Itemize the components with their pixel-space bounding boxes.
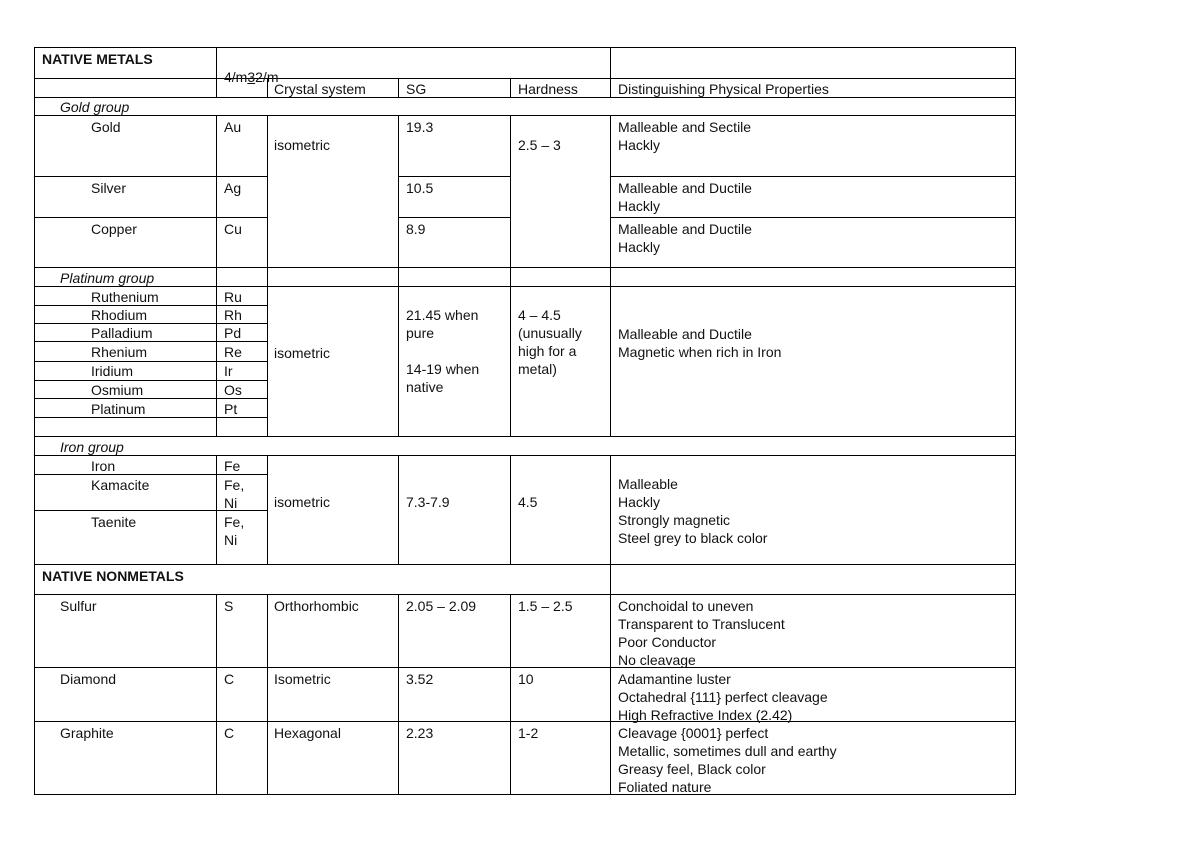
- mineral-sg-gold: 19.3: [406, 119, 434, 135]
- mineral-hardness-diamond: 10: [518, 671, 534, 687]
- mineral-name-diamond: Diamond: [60, 671, 117, 687]
- table-rule: [398, 455, 399, 564]
- mineral-symbol-graphite: C: [224, 725, 235, 741]
- table-rule: [1015, 47, 1016, 795]
- mineral-name: Rhenium: [91, 344, 148, 360]
- mineral-name-iron: Iron: [91, 458, 116, 474]
- table-rule: [398, 115, 399, 436]
- mineral-symbol: Os: [224, 382, 242, 398]
- mineral-name-taenite: Taenite: [91, 514, 137, 530]
- column-header-hardness: Hardness: [518, 81, 578, 97]
- mineral-name: Platinum: [91, 401, 146, 417]
- mineral-symbol: Ir: [224, 363, 233, 379]
- table-rule: [216, 594, 217, 794]
- mineral-symbol: Rh: [224, 307, 242, 323]
- table-rule: [34, 667, 1016, 668]
- table-rule: [267, 115, 268, 436]
- table-rule: [34, 267, 1016, 268]
- iron-group-props: Malleable Hackly Strongly magnetic Steel grey to black color: [618, 476, 768, 546]
- mineral-sg-graphite: 2.23: [406, 725, 434, 741]
- column-header-sg: SG: [406, 81, 427, 97]
- mineral-symbol: Pd: [224, 325, 242, 341]
- mineral-crystal-graphite: Hexagonal: [274, 725, 341, 741]
- table-rule: [34, 455, 1016, 456]
- table-rule: [398, 217, 510, 218]
- column-header-properties: Distinguishing Physical Properties: [618, 81, 829, 97]
- platinum-group-hardness: 4 – 4.5 (unusually high for a metal): [518, 307, 582, 377]
- table-rule: [216, 47, 217, 97]
- iron-group-crystal: isometric: [274, 494, 331, 510]
- mineral-name-graphite: Graphite: [60, 725, 114, 741]
- mineral-symbol: Re: [224, 344, 242, 360]
- table-rule: [216, 115, 217, 436]
- mineral-props-diamond: Adamantine luster Octahedral {111} perfect cleavage High Refractive Index (2.42): [618, 671, 828, 723]
- mineral-sg-silver: 10.5: [406, 180, 434, 196]
- table-rule: [398, 176, 510, 177]
- mineral-crystal-sulfur: Orthorhombic: [274, 598, 359, 614]
- mineral-name-silver: Silver: [91, 180, 127, 196]
- mineral-sg-diamond: 3.52: [406, 671, 434, 687]
- table-rule: [34, 217, 267, 218]
- symmetry-notation: 4/m32/m: [224, 69, 279, 85]
- mineral-name: Palladium: [91, 325, 153, 341]
- table-rule: [34, 436, 1016, 437]
- mineral-name-copper: Copper: [91, 221, 137, 237]
- mineral-props-silver: Malleable and Ductile Hackly: [618, 180, 752, 214]
- mineral-props-copper: Malleable and Ductile Hackly: [618, 221, 752, 255]
- mineral-props-sulfur: Conchoidal to uneven Transparent to Translucent Poor Conductor No cleavage: [618, 598, 785, 668]
- table-rule: [510, 594, 511, 794]
- table-rule: [267, 455, 268, 564]
- mineral-name: Rhodium: [91, 307, 148, 323]
- mineral-symbol-kamacite: Fe, Ni: [224, 477, 245, 511]
- mineral-symbol: Ru: [224, 289, 242, 305]
- mineral-symbol-silver: Ag: [224, 180, 242, 196]
- section-title-native-metals: NATIVE METALS: [42, 51, 153, 67]
- mineral-symbol-gold: Au: [224, 119, 242, 135]
- gold-group-hardness: 2.5 – 3: [518, 137, 561, 153]
- mineral-props-graphite: Cleavage {0001} perfect Metallic, sometimes dull and earthy Greasy feel, Black color Foliated nature: [618, 725, 837, 795]
- table-rule: [34, 594, 1016, 595]
- section-title-native-nonmetals: NATIVE NONMETALS: [42, 568, 184, 584]
- table-rule: [398, 594, 399, 794]
- table-rule: [34, 78, 1016, 79]
- table-rule: [34, 47, 35, 795]
- column-header-crystal-system: Crystal system: [274, 81, 366, 97]
- table-rule: [610, 115, 611, 436]
- iron-group-sg: 7.3-7.9: [406, 494, 450, 510]
- table-rule: [610, 217, 1016, 218]
- mineral-crystal-diamond: Isometric: [274, 671, 331, 687]
- mineral-symbol: Pt: [224, 401, 238, 417]
- mineral-name-kamacite: Kamacite: [91, 477, 150, 493]
- table-rule: [610, 455, 611, 794]
- table-rule: [216, 455, 217, 564]
- group-label-gold: Gold group: [60, 99, 130, 115]
- iron-group-hardness: 4.5: [518, 494, 538, 510]
- table-rule: [267, 594, 268, 794]
- table-rule: [510, 78, 511, 97]
- group-label-iron: Iron group: [60, 439, 124, 455]
- mineral-sg-sulfur: 2.05 – 2.09: [406, 598, 477, 614]
- table-rule: [34, 721, 1016, 722]
- table-rule: [34, 176, 267, 177]
- mineral-name-gold: Gold: [91, 119, 121, 135]
- mineral-symbol-iron: Fe: [224, 458, 241, 474]
- table-rule: [34, 286, 1016, 287]
- table-rule: [34, 564, 1016, 565]
- platinum-group-sg: 21.45 when pure 14-19 when native: [406, 307, 480, 395]
- mineral-symbol-taenite: Fe, Ni: [224, 514, 245, 548]
- platinum-group-props: Malleable and Ductile Magnetic when rich in Iron: [618, 326, 782, 360]
- mineral-symbol-diamond: C: [224, 671, 235, 687]
- group-label-platinum: Platinum group: [60, 270, 155, 286]
- mineral-name: Iridium: [91, 363, 134, 379]
- table-rule: [34, 115, 1016, 116]
- mineral-name-sulfur: Sulfur: [60, 598, 97, 614]
- mineral-symbol-sulfur: S: [224, 598, 234, 614]
- mineral-name: Osmium: [91, 382, 144, 398]
- table-rule: [34, 794, 1016, 795]
- mineral-hardness-sulfur: 1.5 – 2.5: [518, 598, 573, 614]
- table-rule: [510, 115, 511, 436]
- table-rule: [610, 47, 611, 97]
- mineral-name: Ruthenium: [91, 289, 159, 305]
- platinum-group-crystal: isometric: [274, 345, 331, 361]
- mineral-hardness-graphite: 1-2: [518, 725, 539, 741]
- mineral-props-gold: Malleable and Sectile Hackly: [618, 119, 752, 153]
- table-rule: [398, 78, 399, 97]
- mineral-sg-copper: 8.9: [406, 221, 426, 237]
- mineral-symbol-copper: Cu: [224, 221, 242, 237]
- table-rule: [510, 455, 511, 564]
- table-rule: [610, 176, 1016, 177]
- table-rule: [34, 47, 1016, 48]
- gold-group-crystal: isometric: [274, 137, 331, 153]
